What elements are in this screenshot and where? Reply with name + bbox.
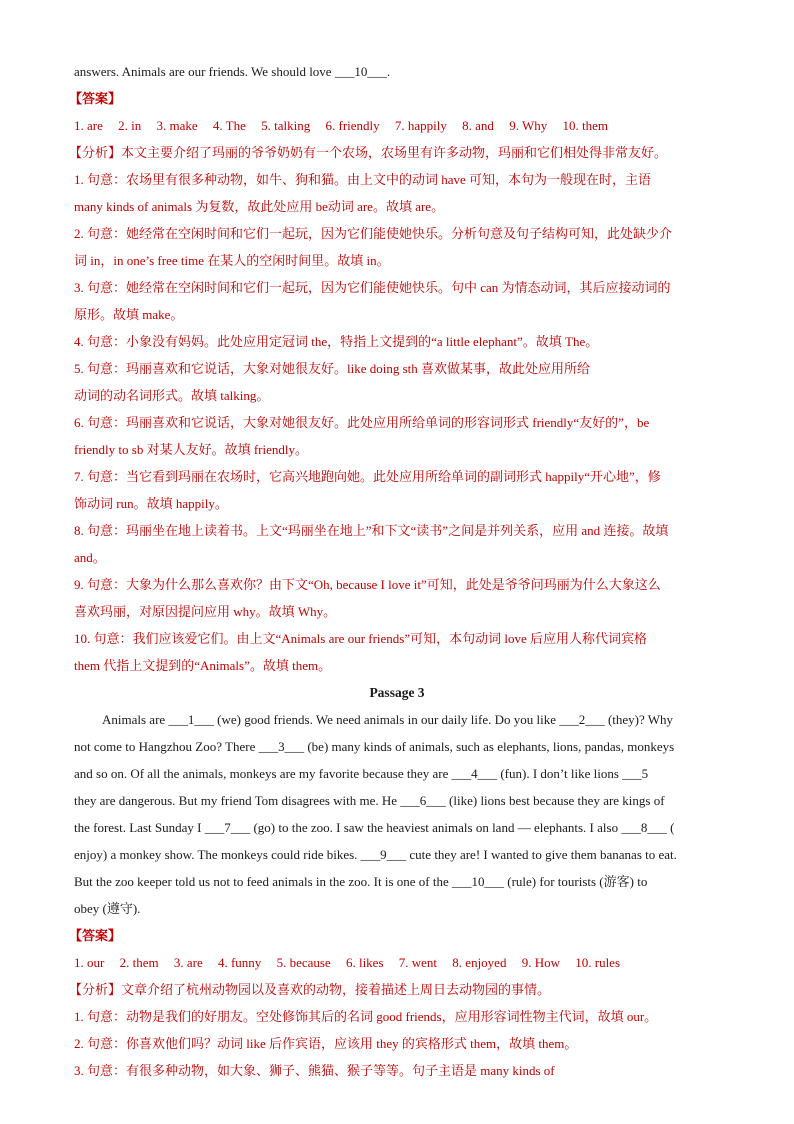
analysis-heading-line: 【分析】文章介绍了杭州动物园以及喜欢的动物，接着描述上周日去动物园的事情。 bbox=[69, 982, 551, 997]
passage-body bbox=[74, 706, 720, 922]
answer-heading: 【答案】 bbox=[69, 928, 122, 943]
analysis-section bbox=[69, 139, 720, 679]
analysis-line: 词 in，in one’s free time 在某人的空闲时间里。故填 in。 bbox=[74, 253, 390, 268]
analysis-section bbox=[69, 976, 720, 1084]
passage-line: Animals are ___1___ (we) good friends. We need animals in our daily life. Do you like ___2___ (they)? Why bbox=[102, 712, 674, 727]
analysis-line: 6. 句意：玛丽喜欢和它说话，大象对她很友好。此处应用所给单词的形容词形式 friendly“友好的”，be bbox=[74, 415, 650, 430]
answer-item: 3. are bbox=[173, 955, 203, 970]
passage-title: Passage 3 bbox=[369, 685, 425, 700]
answer-item: 5. because bbox=[276, 955, 331, 970]
answer-item: 4. funny bbox=[217, 955, 262, 970]
answer-heading: 【答案】 bbox=[69, 91, 122, 106]
intro-line: answers. Animals are our friends. We should love ___10___. bbox=[74, 64, 391, 79]
answer-item: 2. in bbox=[118, 118, 142, 133]
answer-item: 2. them bbox=[119, 955, 159, 970]
answer-list bbox=[74, 949, 720, 976]
analysis-heading-line: 【分析】本文主要介绍了玛丽的爷爷奶奶有一个农场，农场里有许多动物，玛丽和它们相处得非常友好。 bbox=[69, 145, 668, 160]
analysis-line: 10. 句意：我们应该爱它们。由上文“Animals are our friends”可知，本句动词 love 后应用人称代词宾格 bbox=[74, 631, 648, 646]
answer-item: 1. our bbox=[74, 955, 105, 970]
analysis-line: friendly to sb 对某人友好。故填 friendly。 bbox=[74, 442, 308, 457]
answer-item: 5. talking bbox=[261, 118, 311, 133]
answer-item: 7. happily bbox=[394, 118, 447, 133]
passage-line: the forest. Last Sunday I ___7___ (go) to the zoo. I saw the heaviest animals on land — elephants. I also ___8___ ( bbox=[74, 820, 675, 835]
passage-line: But the zoo keeper told us not to feed animals in the zoo. It is one of the ___10___ (rule) for tourists (游客) to bbox=[74, 874, 648, 889]
answer-item: 8. and bbox=[462, 118, 494, 133]
analysis-line: 1. 句意：动物是我们的好朋友。空处修饰其后的名词 good friends，应用形容词性物主代词，故填 our。 bbox=[74, 1009, 658, 1024]
analysis-line: 2. 句意：你喜欢他们吗？动词 like 后作宾语，应该用 they 的宾格形式 them，故填 them。 bbox=[74, 1036, 578, 1051]
passage-line: obey (遵守). bbox=[74, 901, 141, 916]
passage-line: and so on. Of all the animals, monkeys are my favorite because they are ___4___ (fun). I don’t like lions ___5 bbox=[74, 766, 649, 781]
answer-item: 3. make bbox=[156, 118, 198, 133]
analysis-line: and。 bbox=[74, 550, 106, 565]
analysis-line: 9. 句意：大象为什么那么喜欢你？由下文“Oh, because I love it”可知，此处是爷爷问玛丽为什么大象这么 bbox=[74, 577, 661, 592]
answer-item: 9. Why bbox=[509, 118, 548, 133]
answer-item: 10. them bbox=[562, 118, 608, 133]
analysis-line: them 代指上文提到的“Animals”。故填 them。 bbox=[74, 658, 332, 673]
analysis-line: 3. 句意：有很多种动物，如大象、狮子、熊猫、猴子等等。句子主语是 many kinds of bbox=[74, 1063, 555, 1078]
analysis-line: 原形。故填 make。 bbox=[74, 307, 184, 322]
answer-item: 9. How bbox=[521, 955, 560, 970]
passage-line: not come to Hangzhou Zoo? There ___3___ (be) many kinds of animals, such as elephants, lions, pandas, monkeys bbox=[74, 739, 675, 754]
analysis-line: 3. 句意：她经常在空闲时间和它们一起玩，因为它们能使她快乐。句中 can 为情态动词，其后应接动词的 bbox=[74, 280, 671, 295]
answer-item: 8. enjoyed bbox=[452, 955, 507, 970]
analysis-line: 1. 句意：农场里有很多种动物，如牛、狗和猫。由上文中的动词 have 可知，本句为一般现在时，主语 bbox=[74, 172, 652, 187]
passage-line: they are dangerous. But my friend Tom disagrees with me. He ___6___ (like) lions best because they are kings of bbox=[74, 793, 665, 808]
analysis-line: 8. 句意：玛丽坐在地上读着书。上文“玛丽坐在地上”和下文“读书”之间是并列关系，应用 and 连接。故填 bbox=[74, 523, 669, 538]
analysis-line: 7. 句意：当它看到玛丽在农场时，它高兴地跑向她。此处应用所给单词的副词形式 happily“开心地”，修 bbox=[74, 469, 661, 484]
analysis-line: 4. 句意：小象没有妈妈。此处应用定冠词 the，特指上文提到的“a little elephant”。故填 The。 bbox=[74, 334, 599, 349]
answer-item: 6. likes bbox=[345, 955, 384, 970]
analysis-line: 2. 句意：她经常在空闲时间和它们一起玩，因为它们能使她快乐。分析句意及句子结构可知，此处缺少介 bbox=[74, 226, 673, 241]
passage-line: enjoy) a monkey show. The monkeys could ride bikes. ___9___ cute they are! I wanted to give them bananas to eat. bbox=[74, 847, 677, 862]
answer-list bbox=[74, 112, 720, 139]
analysis-line: many kinds of animals 为复数，故此处应用 be动词 are。故填 are。 bbox=[74, 199, 445, 214]
analysis-line: 饰动词 run。故填 happily。 bbox=[74, 496, 228, 511]
answer-item: 1. are bbox=[74, 118, 103, 133]
answer-item: 10. rules bbox=[575, 955, 621, 970]
answer-item: 7. went bbox=[398, 955, 438, 970]
analysis-line: 5. 句意：玛丽喜欢和它说话，大象对她很友好。like doing sth 喜欢做某事，故此处应用所给 bbox=[74, 361, 591, 376]
answer-item: 6. friendly bbox=[325, 118, 380, 133]
analysis-line: 喜欢玛丽，对原因提问应用 why。故填 Why。 bbox=[74, 604, 337, 619]
analysis-line: 动词的动名词形式。故填 talking。 bbox=[74, 388, 270, 403]
answer-item: 4. The bbox=[212, 118, 246, 133]
